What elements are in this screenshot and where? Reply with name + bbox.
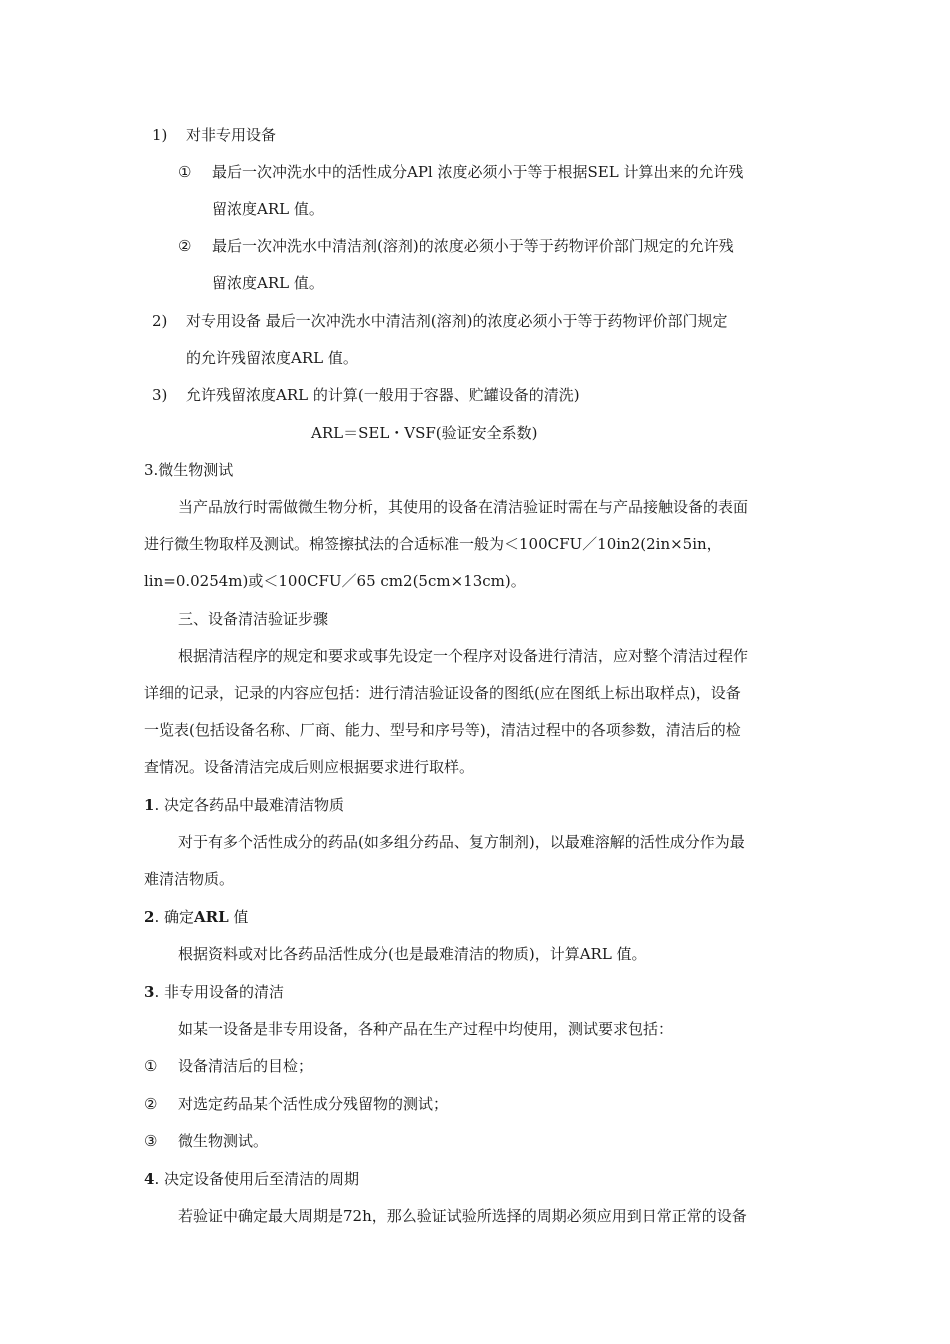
heading-number: 3: [144, 983, 155, 1001]
circled-number: ①: [178, 163, 192, 181]
paragraph-line: 一览表(包括设备名称、厂商、能力、型号和序号等)，清洁过程中的各项参数，清洁后的检: [144, 721, 741, 739]
paragraph-line: lin=0.0254m)或＜100CFU／65 cm2(5cm×13cm)。: [144, 572, 526, 590]
heading-text: . 决定各药品中最难清洁物质: [154, 796, 344, 814]
paragraph-line: 的允许残留浓度ARL 值。: [186, 349, 358, 367]
heading-number: 2: [144, 908, 155, 926]
heading-text: . 非专用设备的清洁: [154, 983, 284, 1001]
paragraph-line: 详细的记录，记录的内容应包括：进行清洁验证设备的图纸(应在图纸上标出取样点)，设备: [144, 684, 741, 702]
list-number: 3): [152, 386, 168, 404]
paragraph-line: 若验证中确定最大周期是72h，那么验证试验所选择的周期必须应用到日常正常的设备: [178, 1207, 747, 1225]
list-item: 微生物测试。: [178, 1132, 269, 1150]
paragraph-line: 难清洁物质。: [144, 870, 235, 888]
paragraph-line: 查情况。设备清洁完成后则应根据要求进行取样。: [144, 758, 475, 776]
circled-number: ②: [178, 237, 192, 255]
list-number: 2): [152, 312, 168, 330]
circled-number: ①: [144, 1057, 158, 1075]
formula: ARL＝SEL・VSF(验证安全系数): [311, 424, 538, 442]
section-heading: 三、设备清洁验证步骤: [178, 610, 329, 628]
paragraph-line: 根据清洁程序的规定和要求或事先设定一个程序对设备进行清洁，应对整个清洁过程作: [178, 647, 749, 665]
heading-text: . 确定: [154, 908, 194, 926]
heading-number: 4: [144, 1170, 155, 1188]
heading-number: 1: [144, 796, 155, 814]
paragraph-line: 如某一设备是非专用设备，各种产品在生产过程中均使用，测试要求包括：: [178, 1020, 674, 1038]
paragraph-line: 留浓度ARL 值。: [212, 200, 324, 218]
list-item: 对选定药品某个活性成分残留物的测试；: [178, 1095, 449, 1113]
circled-number: ②: [144, 1095, 158, 1113]
numbered-heading: [144, 1169, 359, 1189]
heading-term: ARL: [193, 908, 229, 926]
list-item: 设备清洁后的目检；: [178, 1057, 314, 1075]
numbered-heading: [144, 907, 248, 927]
paragraph-line: 根据资料或对比各药品活性成分(也是最难清洁的物质)，计算ARL 值。: [178, 945, 647, 963]
circled-number: ③: [144, 1132, 158, 1150]
paragraph-line: 最后一次冲洗水中清洁剂(溶剂)的浓度必须小于等于药物评价部门规定的允许残: [212, 237, 734, 255]
numbered-heading: [144, 795, 344, 815]
paragraph-line: 进行微生物取样及测试。棉签擦拭法的合适标准一般为＜100CFU／10in2(2in×5in，: [144, 535, 722, 553]
section-heading: 3.微生物测试: [144, 461, 234, 479]
heading-text: 值: [228, 908, 249, 926]
paragraph-line: 当产品放行时需做微生物分析，其使用的设备在清洁验证时需在与产品接触设备的表面: [178, 498, 749, 516]
list-number: 1): [152, 126, 168, 144]
paragraph-line: 最后一次冲洗水中的活性成分APl 浓度必须小于等于根据SEL 计算出来的允许残: [212, 163, 744, 181]
section-title: 对非专用设备: [186, 126, 277, 144]
paragraph-line: 留浓度ARL 值。: [212, 274, 324, 292]
paragraph-line: 对于有多个活性成分的药品(如多组分药品、复方制剂)，以最难溶解的活性成分作为最: [178, 833, 745, 851]
section-title: 允许残留浓度ARL 的计算(一般用于容器、贮罐设备的清洗): [186, 386, 580, 404]
numbered-heading: [144, 982, 284, 1002]
paragraph-line: 对专用设备 最后一次冲洗水中清洁剂(溶剂)的浓度必须小于等于药物评价部门规定: [186, 312, 728, 330]
heading-text: . 决定设备使用后至清洁的周期: [154, 1170, 359, 1188]
